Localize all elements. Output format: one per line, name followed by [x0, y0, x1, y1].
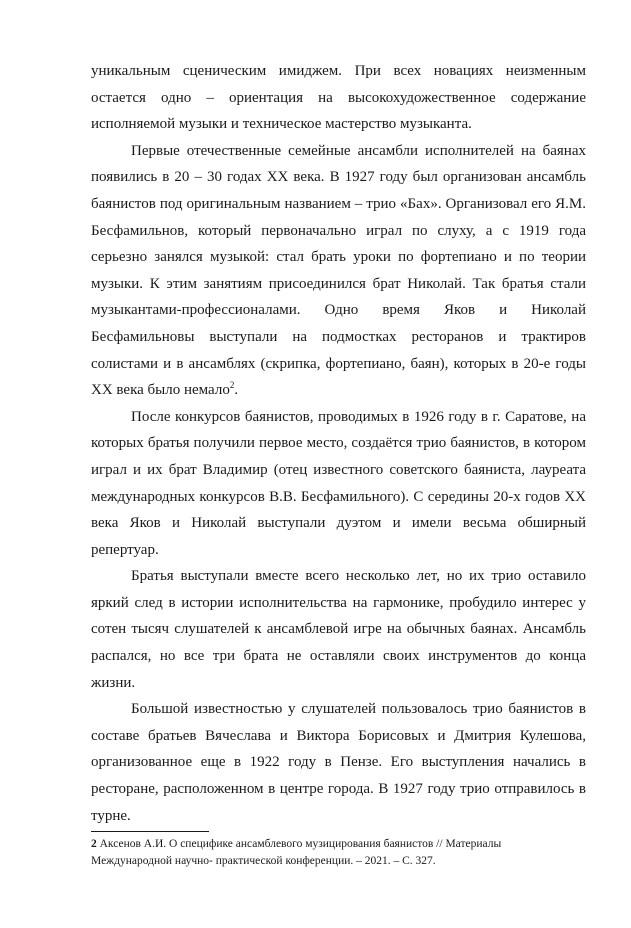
paragraph-4 [91, 563, 586, 696]
paragraph-5-text: Большой известностью у слушателей пользовалось трио баянистов в составе братьев Вячеслава и Виктора Борисовых и Дмитрия Кулешова, организованное еще в 1922 году в Пензе. Его выступления начались в ресторане, расположенном в центре города. В 1927 году трио отправилось в турне. [91, 701, 586, 824]
paragraph-2-tail: . [234, 382, 239, 399]
paragraph-5 [91, 696, 586, 829]
paragraph-1 [91, 58, 586, 138]
paragraph-3 [91, 404, 586, 564]
paragraph-3-text: После конкурсов баянистов, проводимых в 1926 году в г. Саратове, на которых братья получили первое место, создаётся трио баянистов, в котором играл и их брат Владимир (отец известного советского баяниста, лауреата международных конкурсов В.В. Бесфамильного). С середины 20-х годов XX века Яков и Николай выступали дуэтом и имели весьма обширный репертуар. [91, 408, 586, 558]
footnote-mark: 2 [91, 838, 97, 850]
paragraph-1-text: уникальным сценическим имиджем. При всех новациях неизменным остается одно – ориентация на высокохудожественное содержание исполняемой музыки и техническое мастерство музыканта. [91, 63, 586, 133]
paragraph-2 [91, 138, 586, 404]
footnote-reference[interactable]: 2 [229, 380, 235, 391]
footnote-text: Аксенов А.И. О специфике ансамблевого музицирования баянистов // Материалы Международной научно- практической конференции. – 2021. – С. 327. [91, 838, 502, 867]
body-text [91, 58, 586, 829]
footnote [91, 836, 561, 870]
paragraph-4-text: Братья выступали вместе всего несколько лет, но их трио оставило яркий след в истории исполнительства на гармонике, пробудило интерес у сотен тысяч слушателей к ансамблевой игре на обычных баянах. Ансамбль распался, но все три брата не оставляли своих инструментов до конца жизни. [91, 568, 586, 691]
footnote-separator [91, 831, 209, 832]
paragraph-2-text: Первые отечественные семейные ансамбли исполнителей на баянах появились в 20 – 30 годах XX века. В 1927 году был организован ансамбль баянистов под оригинальным названием – трио «Бах». Организовал его Я.М. Бесфамильнов, который первоначально играл по слуху, а с 1919 года серьезно занялся музыкой: стал брать уроки по фортепиано и по теории музыки. К этим занятиям присоединился брат Николай. Так братья стали музыкантами-профессионалами. Одно время Яков и Николай Бесфамильновы выступали на подмостках ресторанов и трактиров солистами и в ансамблях (скрипка, фортепиано, баян), которых в 20-е годы XX века было немало [91, 142, 586, 399]
